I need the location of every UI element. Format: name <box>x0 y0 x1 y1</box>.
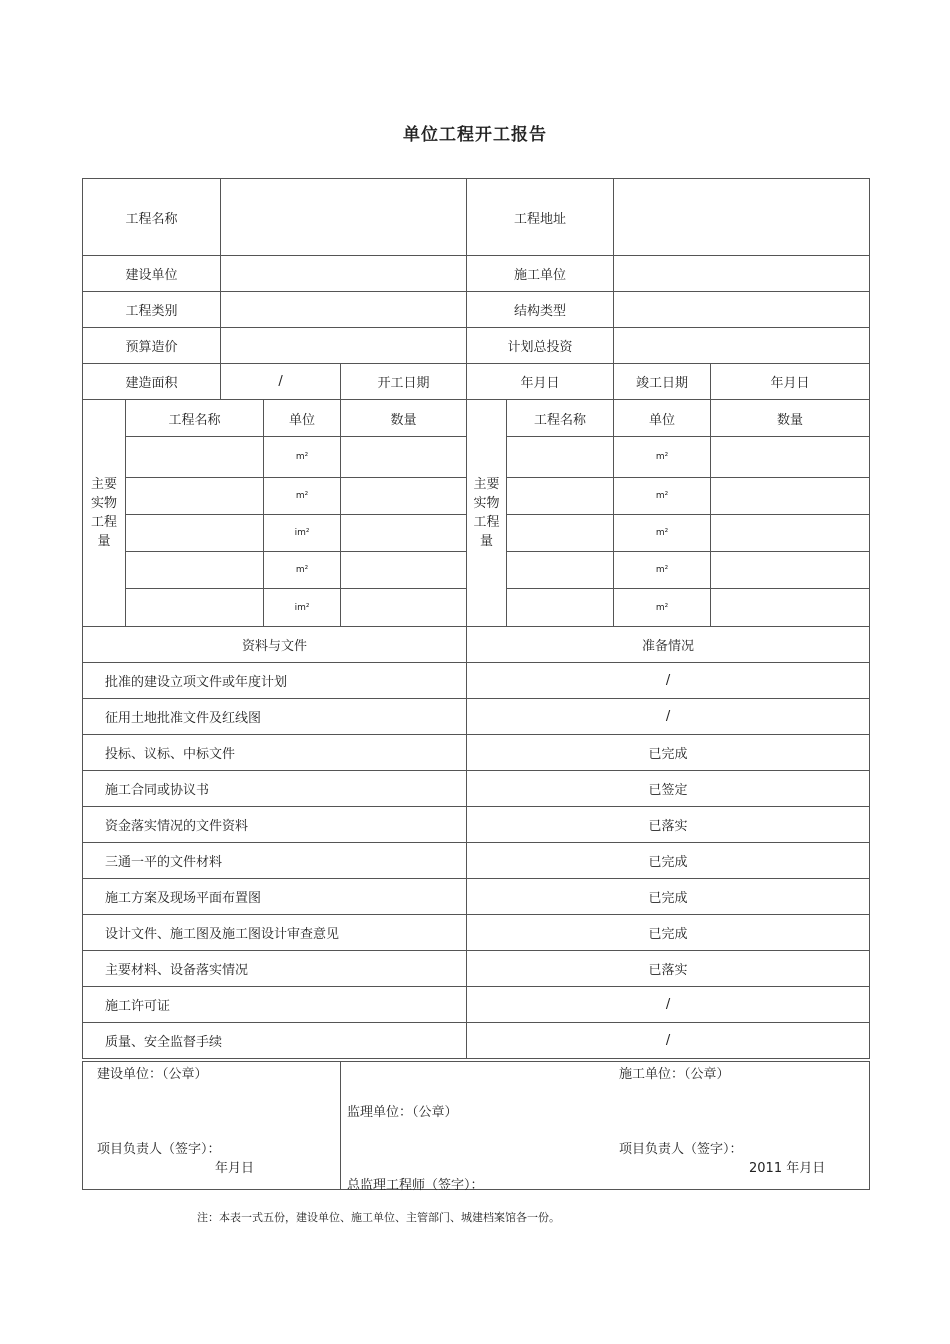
doc-status[interactable]: / <box>467 663 870 699</box>
chief-supervisor-label: 总监理工程师（签字）： <box>347 1178 484 1193</box>
qty-unit-cell: m² <box>264 552 341 589</box>
doc-name: 三通一平的文件材料 <box>83 843 467 879</box>
qty-header-qty-right: 数量 <box>711 400 870 437</box>
qty-value-cell[interactable] <box>341 437 467 478</box>
qty-name-cell[interactable] <box>126 552 264 589</box>
qty-header-unit-right: 单位 <box>614 400 711 437</box>
qty-value-cell[interactable] <box>341 589 467 627</box>
doc-status[interactable]: 已完成 <box>467 843 870 879</box>
qty-unit-cell: m² <box>264 437 341 478</box>
qty-unit-cell: im² <box>264 589 341 627</box>
qty-name-cell[interactable] <box>126 515 264 552</box>
doc-status[interactable]: 已完成 <box>467 735 870 771</box>
qty-value-cell[interactable] <box>341 515 467 552</box>
qty-value-cell[interactable] <box>711 589 870 627</box>
label-contractor-unit: 施工单位 <box>467 256 614 292</box>
label-completion-date: 竣工日期 <box>614 364 711 400</box>
doc-status[interactable]: 已落实 <box>467 807 870 843</box>
label-structure-type: 结构类型 <box>467 292 614 328</box>
qty-name-cell[interactable] <box>507 437 614 478</box>
value-completion-date[interactable]: 年月日 <box>711 364 870 400</box>
owner-signature-cell[interactable] <box>83 1062 341 1190</box>
label-project-name: 工程名称 <box>83 179 221 256</box>
value-project-address[interactable] <box>614 179 870 256</box>
qty-name-cell[interactable] <box>507 515 614 552</box>
doc-name: 设计文件、施工图及施工图设计审查意见 <box>83 915 467 951</box>
qty-unit-cell: m² <box>614 515 711 552</box>
label-budget-cost: 预算造价 <box>83 328 221 364</box>
supervisor-contractor-signature-cell[interactable] <box>341 1062 870 1193</box>
qty-value-cell[interactable] <box>711 515 870 552</box>
qty-name-cell[interactable] <box>126 478 264 515</box>
quantities-side-label-left: 主要 实物 工程 量 <box>83 400 126 627</box>
doc-status[interactable]: 已完成 <box>467 879 870 915</box>
doc-name: 投标、议标、中标文件 <box>83 735 467 771</box>
label-planned-investment: 计划总投资 <box>467 328 614 364</box>
qty-unit-cell: m² <box>614 437 711 478</box>
value-start-date[interactable]: 年月日 <box>467 364 614 400</box>
owner-manager-label: 项目负责人（签字）： <box>97 1142 221 1157</box>
doc-name: 资金落实情况的文件资料 <box>83 807 467 843</box>
doc-header-status: 准备情况 <box>467 627 870 663</box>
qty-value-cell[interactable] <box>711 478 870 515</box>
contractor-seal-label: 施工单位：（公章） <box>619 1067 730 1082</box>
doc-status[interactable]: / <box>467 987 870 1023</box>
supervisor-seal-label: 监理单位：（公章） <box>347 1105 458 1120</box>
doc-status[interactable]: / <box>467 1023 870 1059</box>
footnote: 注：本表一式五份，建设单位、施工单位、主管部门、城建档案馆各一份。 <box>197 1211 560 1224</box>
signature-table <box>82 1061 870 1193</box>
qty-unit-cell: im² <box>264 515 341 552</box>
qty-unit-cell: m² <box>614 552 711 589</box>
report-table <box>82 178 870 1059</box>
value-project-category[interactable] <box>221 292 467 328</box>
label-project-category: 工程类别 <box>83 292 221 328</box>
qty-value-cell[interactable] <box>711 437 870 478</box>
doc-status[interactable]: 已完成 <box>467 915 870 951</box>
label-construction-area: 建造面积 <box>83 364 221 400</box>
qty-value-cell[interactable] <box>711 552 870 589</box>
qty-value-cell[interactable] <box>341 478 467 515</box>
page-title: 单位工程开工报告 <box>403 125 547 145</box>
label-start-date: 开工日期 <box>341 364 467 400</box>
qty-name-cell[interactable] <box>507 589 614 627</box>
qty-value-cell[interactable] <box>341 552 467 589</box>
doc-name: 质量、安全监督手续 <box>83 1023 467 1059</box>
doc-name: 主要材料、设备落实情况 <box>83 951 467 987</box>
quantities-side-label-right: 主要 实物 工程 量 <box>467 400 507 627</box>
qty-header-name-left: 工程名称 <box>126 400 264 437</box>
doc-name: 施工合同或协议书 <box>83 771 467 807</box>
value-construction-area[interactable]: / <box>221 364 341 400</box>
qty-name-cell[interactable] <box>507 478 614 515</box>
contractor-manager-label: 项目负责人（签字）： <box>619 1142 743 1157</box>
doc-name: 批准的建设立项文件或年度计划 <box>83 663 467 699</box>
contractor-date: 2011 年月日 <box>749 1161 826 1176</box>
qty-header-qty-left: 数量 <box>341 400 467 437</box>
doc-name: 征用土地批准文件及红线图 <box>83 699 467 735</box>
qty-name-cell[interactable] <box>507 552 614 589</box>
doc-status[interactable]: / <box>467 699 870 735</box>
value-planned-investment[interactable] <box>614 328 870 364</box>
qty-unit-cell: m² <box>264 478 341 515</box>
owner-date: 年月日 <box>215 1161 255 1176</box>
value-budget-cost[interactable] <box>221 328 467 364</box>
value-project-name[interactable] <box>221 179 467 256</box>
qty-unit-cell: m² <box>614 589 711 627</box>
qty-header-name-right: 工程名称 <box>507 400 614 437</box>
label-owner-unit: 建设单位 <box>83 256 221 292</box>
qty-name-cell[interactable] <box>126 437 264 478</box>
doc-status[interactable]: 已签定 <box>467 771 870 807</box>
qty-header-unit-left: 单位 <box>264 400 341 437</box>
value-owner-unit[interactable] <box>221 256 467 292</box>
doc-header-doc: 资料与文件 <box>83 627 467 663</box>
qty-name-cell[interactable] <box>126 589 264 627</box>
value-structure-type[interactable] <box>614 292 870 328</box>
label-project-address: 工程地址 <box>467 179 614 256</box>
doc-name: 施工方案及现场平面布置图 <box>83 879 467 915</box>
value-contractor-unit[interactable] <box>614 256 870 292</box>
qty-unit-cell: m² <box>614 478 711 515</box>
owner-seal-label: 建设单位：（公章） <box>97 1067 208 1082</box>
doc-name: 施工许可证 <box>83 987 467 1023</box>
doc-status[interactable]: 已落实 <box>467 951 870 987</box>
